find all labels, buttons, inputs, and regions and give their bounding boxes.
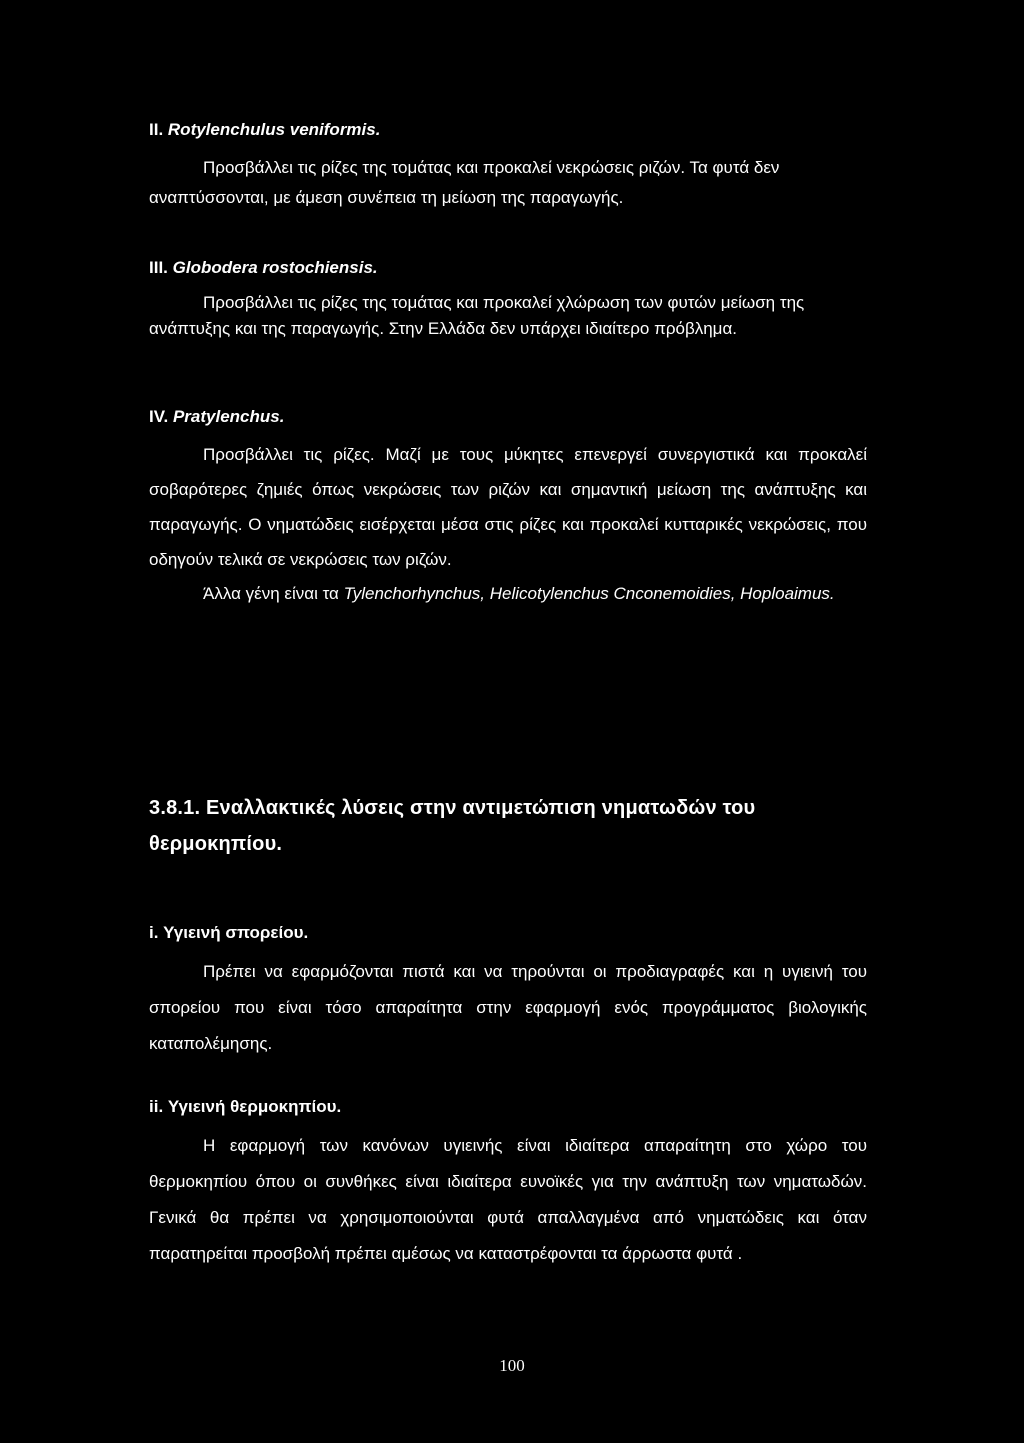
species-globodera-block [149, 255, 867, 342]
other-genera-names: Tylenchorhynchus, Helicotylenchus Cnconemoidies, Hoploaimus. [343, 584, 835, 603]
subsection-heading-greenhouse: ii. Υγιεινή θερμοκηπίου. [149, 1097, 342, 1116]
other-genera-lead: Άλλα γένη είναι τα [203, 584, 344, 603]
species-number: III. [149, 258, 168, 277]
species-rotylenchulus-block [149, 117, 867, 213]
section-title: 3.8.1. Εναλλακτικές λύσεις στην αντιμετώπιση νηματωδών του θερμοκηπίου. [149, 797, 756, 855]
species-name: Pratylenchus. [172, 407, 285, 426]
subsection-heading-seedbed: i. Υγιεινή σπορείου. [149, 923, 309, 942]
species-description-pratylenchus: Προσβάλλει τις ρίζες. Μαζί με τους μύκητες επενεργεί συνεργιστικά και προκαλεί σοβαρότερες ζημιές όπως νεκρώσεις των ριζών και σημαντική μείωση της ανάπτυξης και παραγωγής. Ο νηματώδεις εισέρχεται μέσα στις ρίζες και προκαλεί κυτταρικές νεκρώσεις, που οδηγούν τελικά σε νεκρώσεις των ριζών. [149, 445, 867, 569]
subsection-greenhouse-hygiene [149, 1094, 867, 1272]
section-3-8-1 [149, 790, 867, 862]
species-number: IV. [149, 407, 169, 426]
page-number: 100 [499, 1356, 525, 1375]
subsection-text-seedbed: Πρέπει να εφαρμόζονται πιστά και να τηρούνται οι προδιαγραφές και η υγιεινή του σπορείου που είναι τόσο απαραίτητα στην εφαρμογή ενός προγράμματος βιολογικής καταπολέμησης. [149, 962, 867, 1053]
species-description-rotylenchulus: Προσβάλλει τις ρίζες της τομάτας και προκαλεί νεκρώσεις ριζών. Τα φυτά δεν αναπτύσσονται, με άμεση συνέπεια τη μείωση της παραγωγής. [149, 158, 780, 207]
species-name: Globodera rostochiensis. [172, 258, 378, 277]
species-description-globodera: Προσβάλλει τις ρίζες της τομάτας και προκαλεί χλώρωση των φυτών μείωση της ανάπτυξης και της παραγωγής. Στην Ελλάδα δεν υπάρχει ιδιαίτερο πρόβλημα. [149, 293, 805, 338]
species-pratylenchus-block [149, 404, 867, 611]
species-number: II. [149, 120, 164, 139]
other-genera-paragraph [149, 576, 867, 611]
subsection-seedbed-hygiene [149, 920, 867, 1062]
species-name: Rotylenchulus veniformis. [167, 120, 381, 139]
species-heading-rotylenchulus [149, 117, 867, 143]
species-heading-globodera [149, 255, 867, 281]
species-heading-pratylenchus [149, 404, 867, 430]
subsection-text-greenhouse: Η εφαρμογή των κανόνων υγιεινής είναι ιδιαίτερα απαραίτητη στο χώρο του θερμοκηπίου όπου οι συνθήκες είναι ιδιαίτερα ευνοϊκές για την ανάπτυξη των νηματωδών. Γενικά θα πρέπει να χρησιμοποιούνται φυτά απαλλαγμένα από νηματώδεις και όταν παρατηρείται προσβολή πρέπει αμέσως να καταστρέφονται τα άρρωστα φυτά . [149, 1136, 867, 1263]
